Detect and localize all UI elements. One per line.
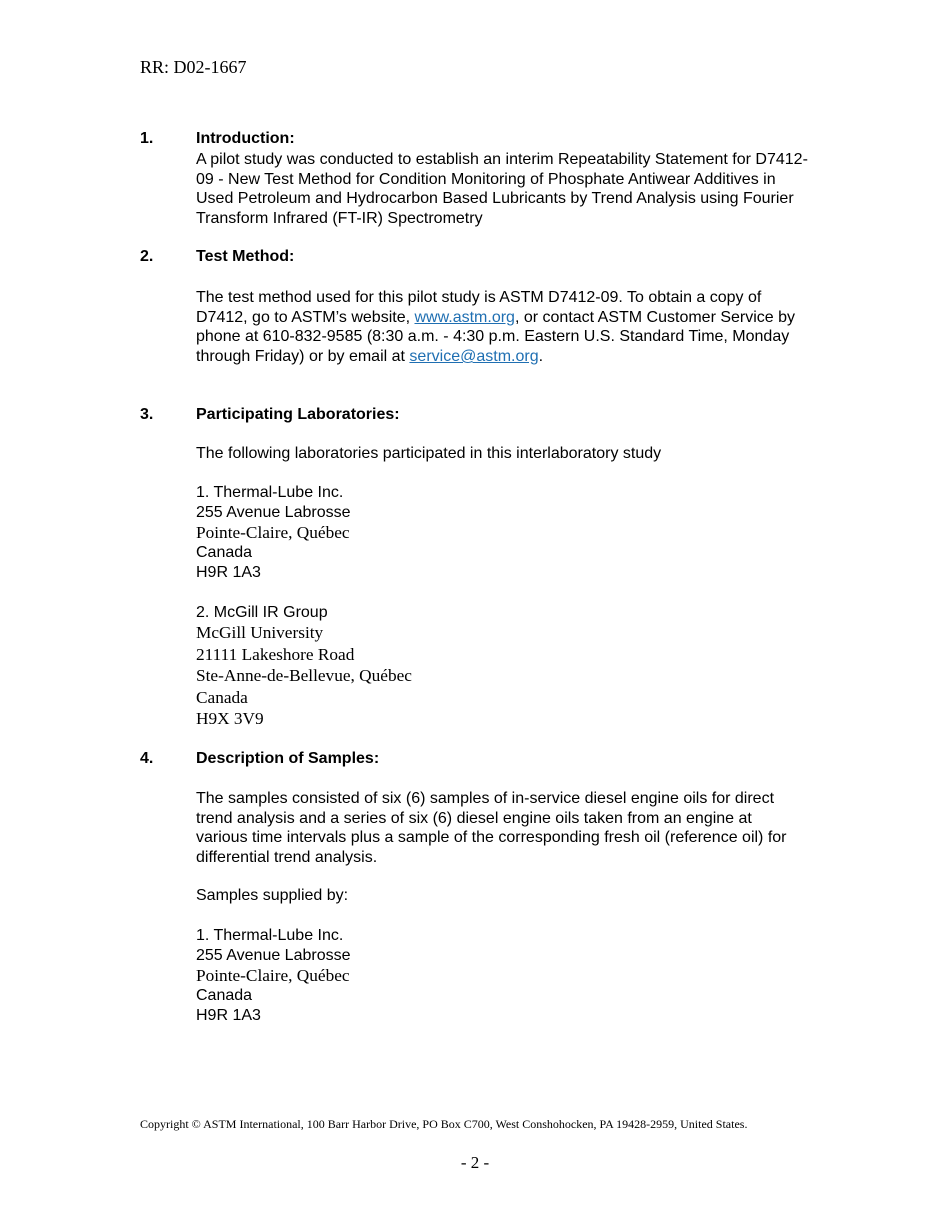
service-email-link[interactable]: service@astm.org	[409, 348, 539, 366]
section-4-number: 4.	[140, 750, 154, 767]
lab-2-city: Ste-Anne-de-Bellevue, Québec	[196, 666, 412, 685]
lab-1-country: Canada	[196, 544, 253, 561]
lab-2-postal: H9X 3V9	[196, 709, 264, 728]
section-2-text-b: , or contact ASTM Customer Service by phone at 610-832-9585 (8:30 a.m. - 4:30 p.m. Eastern U.S. Standard Time, Monday through Friday) or by email at	[196, 308, 796, 366]
supplier-name: 1. Thermal-Lube Inc.	[196, 927, 344, 944]
lab-1-street: 255 Avenue Labrosse	[196, 504, 351, 521]
lab-2-country: Canada	[196, 688, 248, 707]
section-4-title: Description of Samples:	[196, 750, 380, 767]
samples-supplied-by: Samples supplied by:	[196, 887, 349, 904]
section-4-body: The samples consisted of six (6) samples of in-service diesel engine oils for direct trend analysis and a series of six (6) diesel engine oils taken from an engine at various time intervals plus a sample of the corresponding fresh oil (reference oil) for differential trend analysis.	[196, 790, 787, 867]
lab-1-postal: H9R 1A3	[196, 564, 261, 581]
lab-2-name: 2. McGill IR Group	[196, 604, 328, 621]
supplier-street: 255 Avenue Labrosse	[196, 947, 351, 964]
lab-1-city: Pointe-Claire, Québec	[196, 523, 350, 542]
supplier-postal: H9R 1A3	[196, 1007, 261, 1024]
supplier-country: Canada	[196, 987, 253, 1004]
lab-2-org: McGill University	[196, 623, 324, 642]
lab-2-street: 21111 Lakeshore Road	[196, 645, 355, 664]
page-number: - 2 -	[460, 1153, 490, 1172]
supplier-city: Pointe-Claire, Québec	[196, 966, 350, 985]
section-2-text-c: .	[538, 348, 544, 366]
report-id-header: RR: D02-1667	[140, 57, 247, 77]
section-3-intro: The following laboratories participated in this interlaboratory study	[196, 445, 662, 462]
section-3-number: 3.	[140, 406, 154, 423]
astm-website-link[interactable]: www.astm.org	[414, 308, 515, 326]
section-2-body	[196, 288, 816, 367]
section-2-number: 2.	[140, 248, 154, 265]
section-2-text-a: The test method used for this pilot study is ASTM D7412-09. To obtain a copy of D7412, go to ASTM’s website,	[196, 289, 762, 326]
section-1-title: Introduction:	[196, 130, 295, 147]
section-1-number: 1.	[140, 130, 154, 147]
section-2-title: Test Method:	[196, 248, 295, 265]
lab-1-name: 1. Thermal-Lube Inc.	[196, 484, 344, 501]
copyright-footer: Copyright © ASTM International, 100 Barr Harbor Drive, PO Box C700, West Conshohocken, PA 19428-2959, United States.	[140, 1117, 748, 1131]
section-1-body: A pilot study was conducted to establish an interim Repeatability Statement for D7412-09 - New Test Method for Condition Monitoring of Phosphate Antiwear Additives in Used Petroleum and Hydrocarbon Based Lubricants by Trend Analysis using Fourier Transform Infrared (FT-IR) Spectrometry	[196, 151, 808, 228]
section-3-title: Participating Laboratories:	[196, 406, 400, 423]
